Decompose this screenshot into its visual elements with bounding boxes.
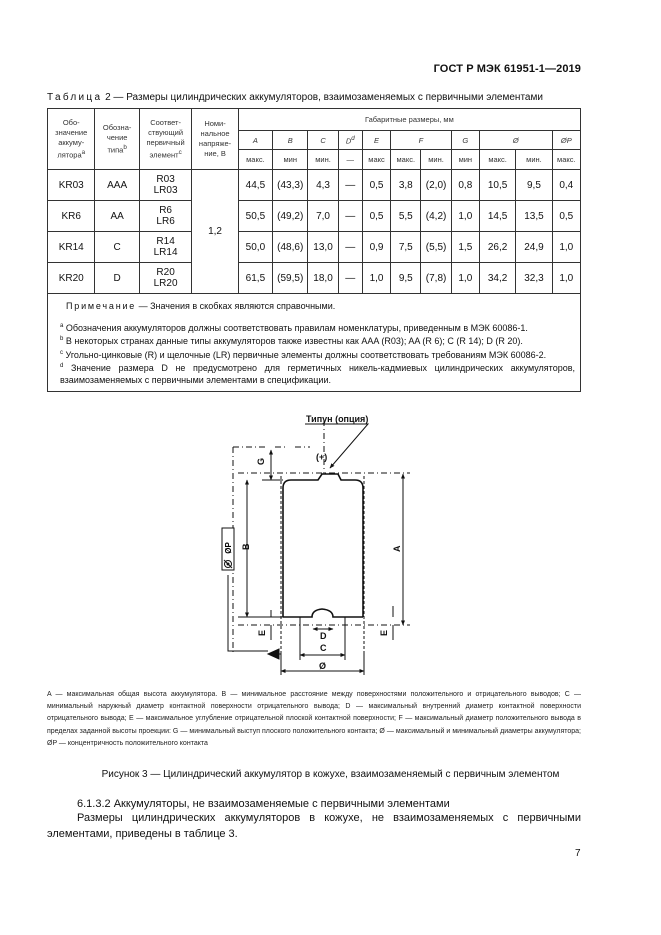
cell-value: — <box>338 232 362 263</box>
page-number: 7 <box>575 848 581 859</box>
cell-value: 1,0 <box>451 201 479 232</box>
footnote-b: $^b$ В некоторых странах данные типы аккумуляторов также известны как AAA (R03); AA (R 6); C (R 14); D (R 20). <box>60 336 523 346</box>
dim-op: ØP <box>552 131 580 150</box>
cell-value: 1,5 <box>451 232 479 263</box>
cell-value: 7,0 <box>308 201 338 232</box>
cell-value: 1,0 <box>451 263 479 294</box>
section-heading: 6.1.3.2 Аккумуляторы, не взаимозаменяемые с первичными элементами <box>77 798 450 810</box>
cell-value: 10,5 <box>479 170 515 201</box>
c-label: C <box>320 643 327 653</box>
limit: мин <box>451 150 479 170</box>
cell-primary: R20 LR20 <box>139 263 191 294</box>
e-left-label: E <box>257 629 267 636</box>
cell-value: 13,0 <box>308 232 338 263</box>
cell-value: 5,5 <box>391 201 421 232</box>
cell-value: 26,2 <box>479 232 515 263</box>
header-designation: Обо- значение аккуму- лятора$^a$ <box>48 109 95 170</box>
cell-primary: R03 LR03 <box>139 170 191 201</box>
cell-value: 0,5 <box>362 170 390 201</box>
cell-value: 3,8 <box>391 170 421 201</box>
cell-value: 7,5 <box>391 232 421 263</box>
limit: мин. <box>421 150 451 170</box>
cell-code: KR03 <box>48 170 95 201</box>
dim-g: G <box>451 131 479 150</box>
cell-value: 61,5 <box>238 263 272 294</box>
tip-label: Типун (опция) <box>306 414 369 424</box>
figure-caption: Рисунок 3 — Цилиндрический аккумулятор в кожухе, взаимозаменяемый с первичным элементом <box>101 769 560 780</box>
battery-body <box>283 474 363 617</box>
cell-value: 4,3 <box>308 170 338 201</box>
document-id: ГОСТ Р МЭК 61951-1—2019 <box>433 63 581 75</box>
table-caption <box>47 92 543 103</box>
table-row <box>48 263 581 294</box>
limit: — <box>338 150 362 170</box>
cell-value: 0,8 <box>451 170 479 201</box>
cell-primary: R6 LR6 <box>139 201 191 232</box>
header-overall-dimensions: Габаритные размеры, мм <box>238 109 580 131</box>
limit: мин. <box>308 150 338 170</box>
header-type: Обозна- чение типа$^b$ <box>95 109 139 170</box>
cell-value: 0,5 <box>552 201 580 232</box>
cell-value: — <box>338 263 362 294</box>
table-row <box>48 201 581 232</box>
cell-value: 9,5 <box>391 263 421 294</box>
plus-label: (+) <box>316 452 328 462</box>
dim-e: E <box>362 131 390 150</box>
footnote-a: $^a$ Обозначения аккумуляторов должны соответствовать правилам номенклатуры, приведенным в МЭК 60086-1. <box>60 322 528 333</box>
limit: мин <box>273 150 308 170</box>
cell-code: KR6 <box>48 201 95 232</box>
concentricity-frame <box>222 528 234 570</box>
cell-value: 1,0 <box>552 232 580 263</box>
cell-type: AAA <box>95 170 139 201</box>
cell-value: 24,9 <box>516 232 552 263</box>
cell-value: 34,2 <box>479 263 515 294</box>
cell-value: (5,5) <box>421 232 451 263</box>
limit: макс. <box>238 150 272 170</box>
cell-value: (43,3) <box>273 170 308 201</box>
dim-f: F <box>391 131 452 150</box>
cell-value: 9,5 <box>516 170 552 201</box>
b-label: B <box>241 543 251 550</box>
dim-d: $D^d$ <box>338 131 362 150</box>
dim-c: C <box>308 131 338 150</box>
cell-primary: R14 LR14 <box>139 232 191 263</box>
limit: мин. <box>516 150 552 170</box>
table-row <box>48 232 581 263</box>
op-label: ØP <box>224 542 233 554</box>
limit: макс. <box>479 150 515 170</box>
cell-value: 44,5 <box>238 170 272 201</box>
cell-type: AA <box>95 201 139 232</box>
limit: макс. <box>391 150 421 170</box>
table-row <box>48 170 581 201</box>
cell-value: (48,6) <box>273 232 308 263</box>
cell-type: C <box>95 232 139 263</box>
a-label: A <box>392 545 402 552</box>
cell-value: 18,0 <box>308 263 338 294</box>
cell-value: 50,5 <box>238 201 272 232</box>
footnote-d: $^d$ Значение размера D не предусмотрено для герметичных никель-кадмиевых цилиндрических аккумуляторов, взаимозаменяемых с первичными элементами в спецификации. <box>60 363 575 385</box>
diameter-label: Ø <box>319 661 327 671</box>
cell-voltage: 1,2 <box>192 170 238 294</box>
dim-diameter: Ø <box>479 131 552 150</box>
tip-leader <box>305 424 368 468</box>
cell-value: 32,3 <box>516 263 552 294</box>
cell-value: (49,2) <box>273 201 308 232</box>
dim-a: A <box>238 131 272 150</box>
cell-value: 1,0 <box>362 263 390 294</box>
table-notes <box>48 294 581 392</box>
cell-code: KR14 <box>48 232 95 263</box>
cell-value: (2,0) <box>421 170 451 201</box>
cell-value: (59,5) <box>273 263 308 294</box>
cell-value: 13,5 <box>516 201 552 232</box>
cell-value: 0,9 <box>362 232 390 263</box>
cell-value: 1,0 <box>552 263 580 294</box>
g-label: G <box>256 457 266 465</box>
section-body: Размеры цилиндрических аккумуляторов в кожухе, не взаимозаменяемых с первичными элементами, приведены в таблице 3. <box>47 812 581 840</box>
cell-value: 14,5 <box>479 201 515 232</box>
d-label: D <box>320 631 327 641</box>
cell-value: — <box>338 201 362 232</box>
cell-value: — <box>338 170 362 201</box>
cell-value: (7,8) <box>421 263 451 294</box>
dim-b: B <box>273 131 308 150</box>
cell-code: KR20 <box>48 263 95 294</box>
cell-type: D <box>95 263 139 294</box>
header-primary-cell: Соответ- ствующий первичный элемент$^c$ <box>139 109 191 170</box>
cell-value: (4,2) <box>421 201 451 232</box>
e-right-label: E <box>379 629 389 636</box>
note: Примечание — Значения в скобках являются справочными. <box>66 301 336 311</box>
battery-diagram <box>0 410 661 685</box>
table-caption-text: 2 — Размеры цилиндрических аккумуляторов, взаимозаменяемых с первичными элементами <box>102 92 543 103</box>
footnote-c: $^c$ Угольно-цинковые (R) и щелочные (LR) первичные элементы должны соответствовать требованиям МЭК 60086-2. <box>60 349 547 360</box>
dimensions-table <box>47 108 581 392</box>
negative-terminal <box>283 609 363 617</box>
limit: макс. <box>552 150 580 170</box>
cell-value: 0,4 <box>552 170 580 201</box>
limit: макс <box>362 150 390 170</box>
cell-value: 0,5 <box>362 201 390 232</box>
header-voltage: Номи- нальное напряже- ние, В <box>192 109 238 170</box>
cell-value: 50,0 <box>238 232 272 263</box>
figure-legend: A — максимальная общая высота аккумулятора. B — минимальное расстояние между поверхностями положительного и отрицательного выводов; C — минимальный наружный диаметр контактной поверхности отрицательного вывода; D — максимальный внутренний диаметр контактной поверхности отрицательного вывода; E — максимальное углубление отрицательной плоской контактной поверхности; F — максимальный диаметр положительного вывода в пределах заданной высоты проекции: G — минимальный выступ плоского положительного контакта; Ø — максимальный и минимальный диаметры аккумулятора; ØP — концентричность положительного контакта <box>47 691 581 747</box>
table-caption-prefix: Таблица <box>47 92 103 103</box>
